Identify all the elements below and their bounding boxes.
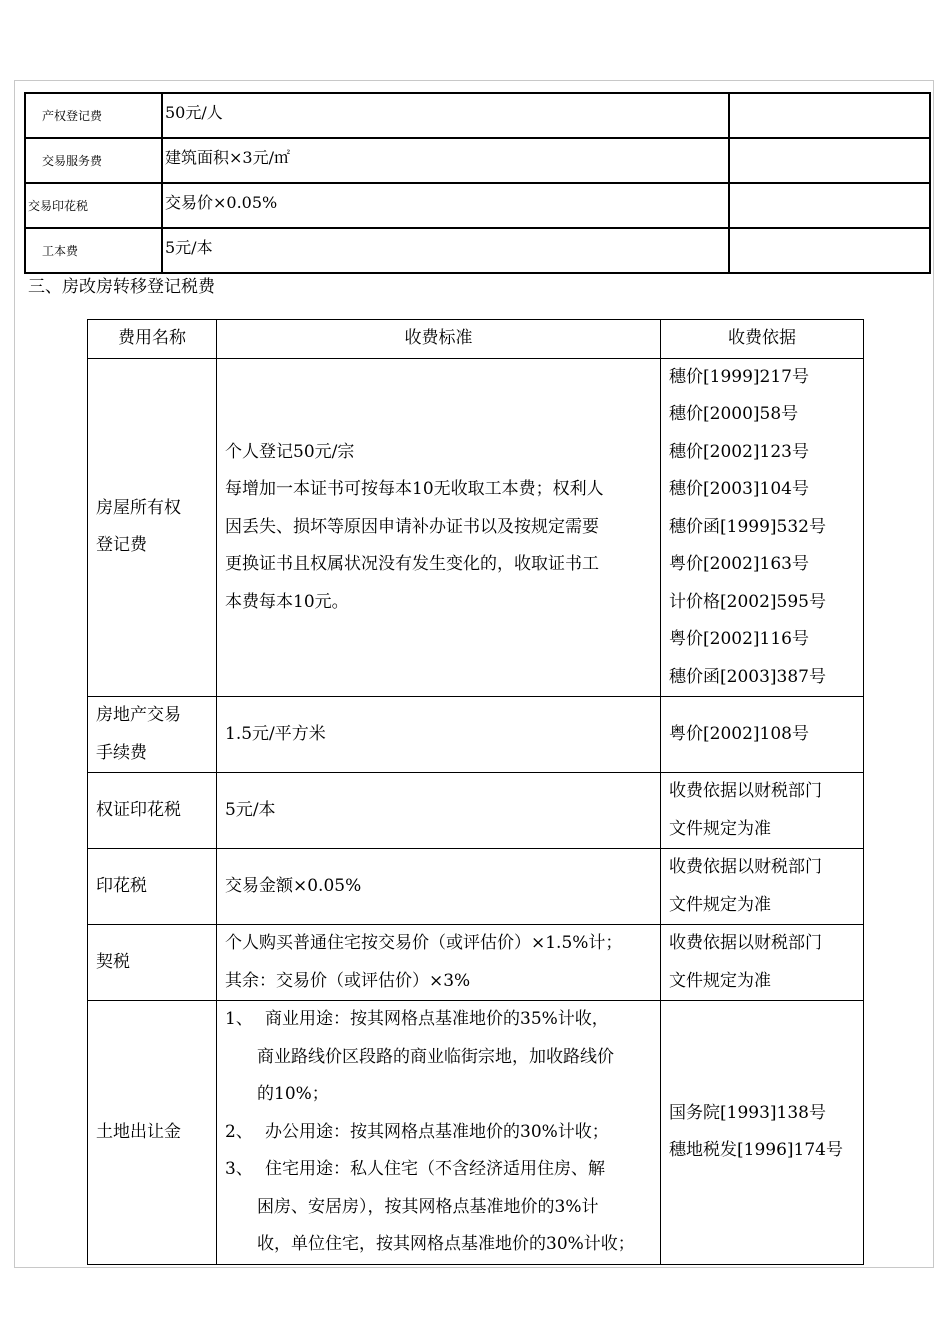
fee-name [88, 849, 217, 925]
basis-line: 穗价[2002]123号 [669, 441, 809, 462]
table-row [88, 925, 864, 1001]
fee-name-line: 房屋所有权 [96, 497, 181, 518]
fee-standard [217, 358, 661, 697]
fee-name [25, 228, 162, 273]
land-item-text: 住宅用途：私人住宅（不含经济适用住房、解 [265, 1159, 605, 1179]
fee-standard: 5元/本 [162, 228, 729, 273]
land-item-number: 3、 [225, 1159, 253, 1179]
basis-line: 穗价函[2003]387号 [669, 666, 826, 687]
land-item [225, 1001, 652, 1039]
basis-line: 文件规定为准 [669, 970, 771, 991]
land-item-text: 商业用途：按其网格点基准地价的35%计收， [265, 1009, 609, 1029]
standard-line: 5元/本 [225, 799, 276, 820]
fee-basis [661, 773, 864, 849]
basis-line: 穗价函[1999]532号 [669, 516, 826, 537]
land-item-number: 2、 [225, 1121, 253, 1142]
fee-standard [217, 697, 661, 773]
standard-line: 本费每本10元。 [225, 591, 349, 612]
fee-standard [217, 925, 661, 1001]
fee-name-line: 手续费 [96, 742, 147, 763]
basis-line: 穗价[2000]58号 [669, 404, 799, 424]
fee-basis [661, 849, 864, 925]
table-row [88, 358, 864, 697]
standard-line: 因丢失、损坏等原因申请补办证书以及按规定需要 [225, 516, 599, 537]
fee-name [88, 925, 217, 1001]
basis-line: 粤价[2002]163号 [669, 554, 809, 574]
basis-line: 收费依据以财税部门 [669, 857, 822, 877]
table-row [88, 849, 864, 925]
fee-name [25, 183, 162, 228]
fee-name-text: 交易印花税 [28, 199, 89, 213]
basis-line: 国务院[1993]138号 [669, 1102, 826, 1123]
basis-line: 收费依据以财税部门 [669, 781, 822, 801]
fee-standard [217, 849, 661, 925]
fee-name [88, 773, 217, 849]
land-item-continuation: 的10%； [257, 1084, 329, 1104]
fee-name [25, 138, 162, 183]
fee-basis [729, 183, 930, 228]
fee-name-text: 交易服务费 [42, 154, 103, 168]
basis-line: 收费依据以财税部门 [669, 933, 822, 953]
fee-basis [661, 1001, 864, 1265]
fee-basis [661, 697, 864, 773]
fee-name-text: 产权登记费 [42, 109, 103, 123]
standard-line: 个人登记50元/宗 [225, 441, 355, 462]
fee-basis [661, 358, 864, 697]
standard-line: 更换证书且权属状况没有发生变化的，收取证书工 [225, 554, 599, 574]
basis-line: 计价格[2002]595号 [669, 591, 826, 612]
standard-line: 个人购买普通住宅按交易价（或评估价）×1.5%计； [225, 933, 623, 953]
table-row [25, 93, 930, 138]
fee-name-line: 印花税 [96, 875, 147, 896]
table-row [25, 228, 930, 273]
fee-name-line: 权证印花税 [96, 799, 181, 820]
table-row [25, 183, 930, 228]
basis-line: 穗价[2003]104号 [669, 479, 809, 499]
fee-name-line: 契税 [96, 951, 130, 972]
header-basis: 收费依据 [661, 320, 864, 359]
top-fee-table [24, 92, 931, 274]
fee-basis [661, 925, 864, 1001]
standard-line: 1.5元/平方米 [225, 723, 326, 744]
transfer-fee-table [87, 319, 864, 1265]
table-row-land [88, 1001, 864, 1265]
fee-name [88, 358, 217, 697]
basis-line: 粤价[2002]108号 [669, 723, 809, 744]
land-item-text: 办公用途：按其网格点基准地价的30%计收； [265, 1121, 609, 1142]
fee-name-line: 登记费 [96, 535, 147, 556]
fee-standard: 建筑面积×3元/㎡ [162, 138, 729, 183]
section-title: 三、房改房转移登记税费 [28, 277, 215, 297]
fee-name: 土地出让金 [88, 1001, 217, 1265]
fee-standard: 交易价×0.05% [162, 183, 729, 228]
standard-line: 每增加一本证书可按每本10无收取工本费；权利人 [225, 479, 604, 499]
fee-name [88, 697, 217, 773]
land-item-continuation: 收，单位住宅，按其网格点基准地价的30%计收； [257, 1234, 635, 1254]
fee-name-text: 工本费 [42, 244, 79, 258]
land-item-continuation: 困房、安居房），按其网格点基准地价的3%计 [257, 1196, 599, 1217]
standard-line: 交易金额×0.05% [225, 875, 362, 896]
land-item [225, 1114, 652, 1152]
fee-basis [729, 93, 930, 138]
header-standard: 收费标准 [217, 320, 661, 359]
table-row [25, 138, 930, 183]
land-item [225, 1151, 652, 1189]
fee-standard [217, 1001, 661, 1265]
header-fee-name: 费用名称 [88, 320, 217, 359]
basis-line: 穗地税发[1996]174号 [669, 1140, 843, 1161]
basis-line: 粤价[2002]116号 [669, 629, 809, 649]
land-item-continuation: 商业路线价区段路的商业临街宗地，加收路线价 [257, 1046, 614, 1067]
land-item-number: 1、 [225, 1009, 253, 1029]
table-row [88, 773, 864, 849]
basis-line: 文件规定为准 [669, 894, 771, 915]
fee-basis [729, 228, 930, 273]
fee-name-line: 房地产交易 [96, 705, 181, 725]
table-row [88, 697, 864, 773]
fee-standard [217, 773, 661, 849]
fee-standard: 50元/人 [162, 93, 729, 138]
basis-line: 穗价[1999]217号 [669, 366, 809, 387]
fee-name [25, 93, 162, 138]
basis-line: 文件规定为准 [669, 818, 771, 839]
standard-line: 其余：交易价（或评估价）×3% [225, 970, 471, 991]
fee-basis [729, 138, 930, 183]
table-header-row [88, 320, 864, 359]
